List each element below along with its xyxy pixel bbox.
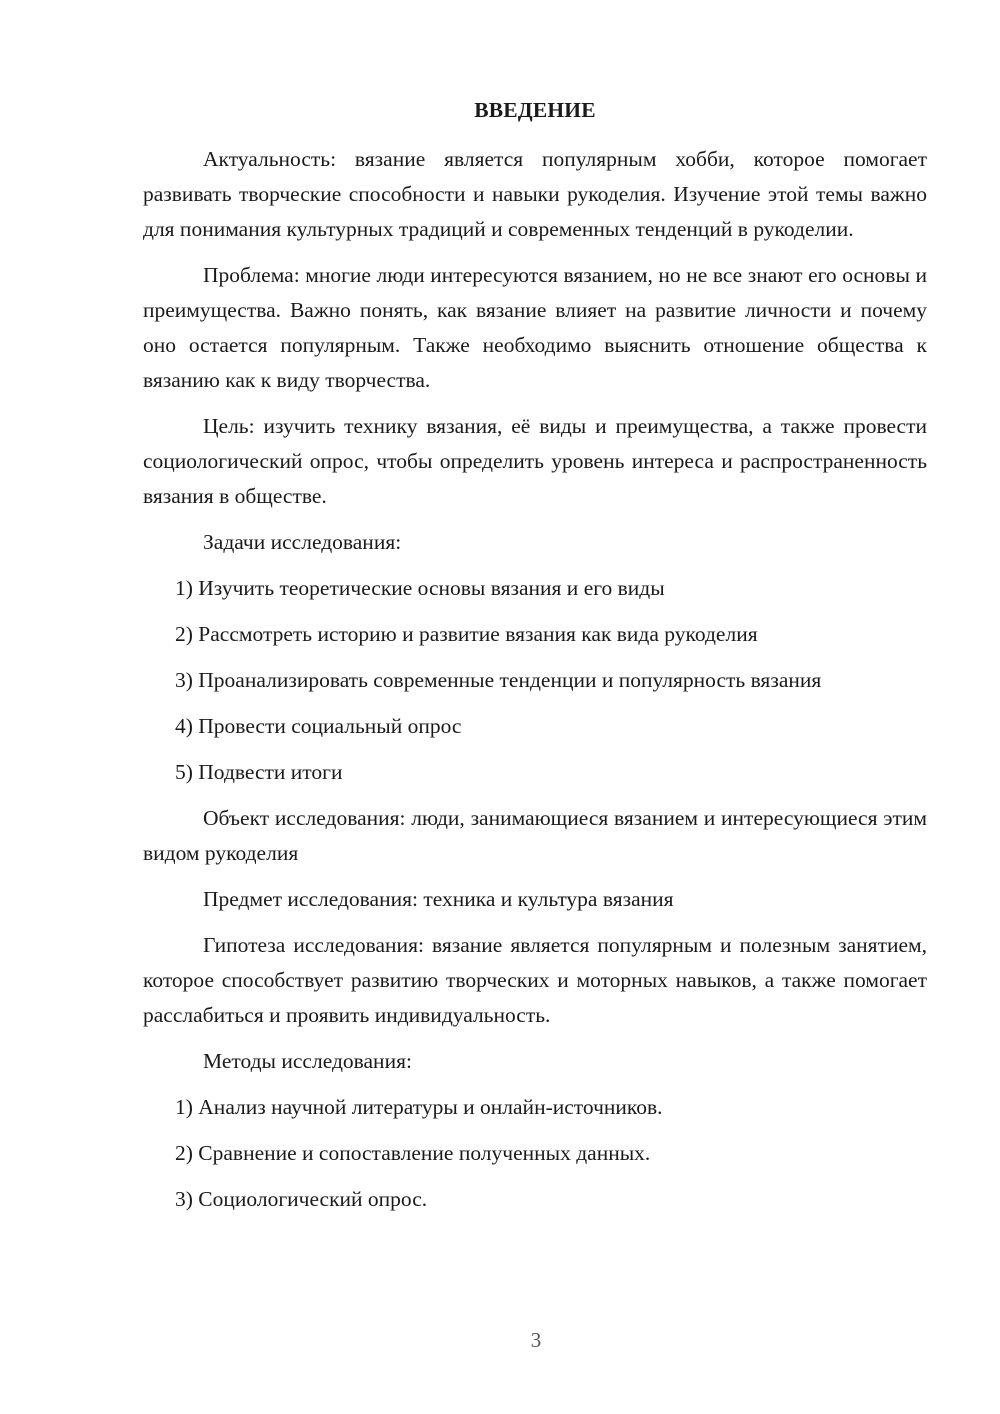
section-title: ВВЕДЕНИЕ	[474, 98, 596, 122]
list-item: 4) Провести социальный опрос	[175, 714, 462, 738]
methods-heading: Методы исследования:	[203, 1049, 412, 1073]
page-number: 3	[530, 1328, 542, 1352]
methods-list	[143, 1090, 927, 1217]
list-item: 3) Проанализировать современные тенденции и популярность вязания	[175, 668, 822, 692]
tasks-list	[143, 571, 927, 790]
paragraph-problem: Проблема: многие люди интересуются вязанием, но не все знают его основы и преимущества. Важно понять, как вязание влияет на развитие личности и почему оно остается популярным. Также необходимо выяснить отношение общества к вязанию как к виду творчества.	[143, 263, 927, 392]
list-item: 1) Изучить теоретические основы вязания и его виды	[175, 576, 665, 600]
list-item: 3) Социологический опрос.	[175, 1187, 428, 1211]
paragraph-hypothesis: Гипотеза исследования: вязание является популярным и полезным занятием, которое способствует развитию творческих и моторных навыков, а также помогает расслабиться и проявить индивидуальность.	[143, 933, 927, 1027]
tasks-heading: Задачи исследования:	[203, 530, 402, 554]
document-page	[143, 95, 927, 1228]
paragraph-subject: Предмет исследования: техника и культура вязания	[203, 887, 674, 911]
paragraph-object: Объект исследования: люди, занимающиеся вязанием и интересующиеся этим видом рукоделия	[143, 806, 927, 865]
list-item: 1) Анализ научной литературы и онлайн-источников.	[175, 1095, 663, 1119]
list-item: 2) Сравнение и сопоставление полученных данных.	[175, 1141, 651, 1165]
list-item: 5) Подвести итоги	[175, 760, 343, 784]
list-item: 2) Рассмотреть историю и развитие вязания как вида рукоделия	[175, 622, 758, 646]
paragraph-relevance: Актуальность: вязание является популярным хобби, которое помогает развивать творческие способности и навыки рукоделия. Изучение этой темы важно для понимания культурных традиций и современных тенденций в рукоделии.	[143, 147, 927, 241]
paragraph-goal: Цель: изучить технику вязания, её виды и преимущества, а также провести социологический опрос, чтобы определить уровень интереса и распространенность вязания в обществе.	[143, 414, 927, 508]
